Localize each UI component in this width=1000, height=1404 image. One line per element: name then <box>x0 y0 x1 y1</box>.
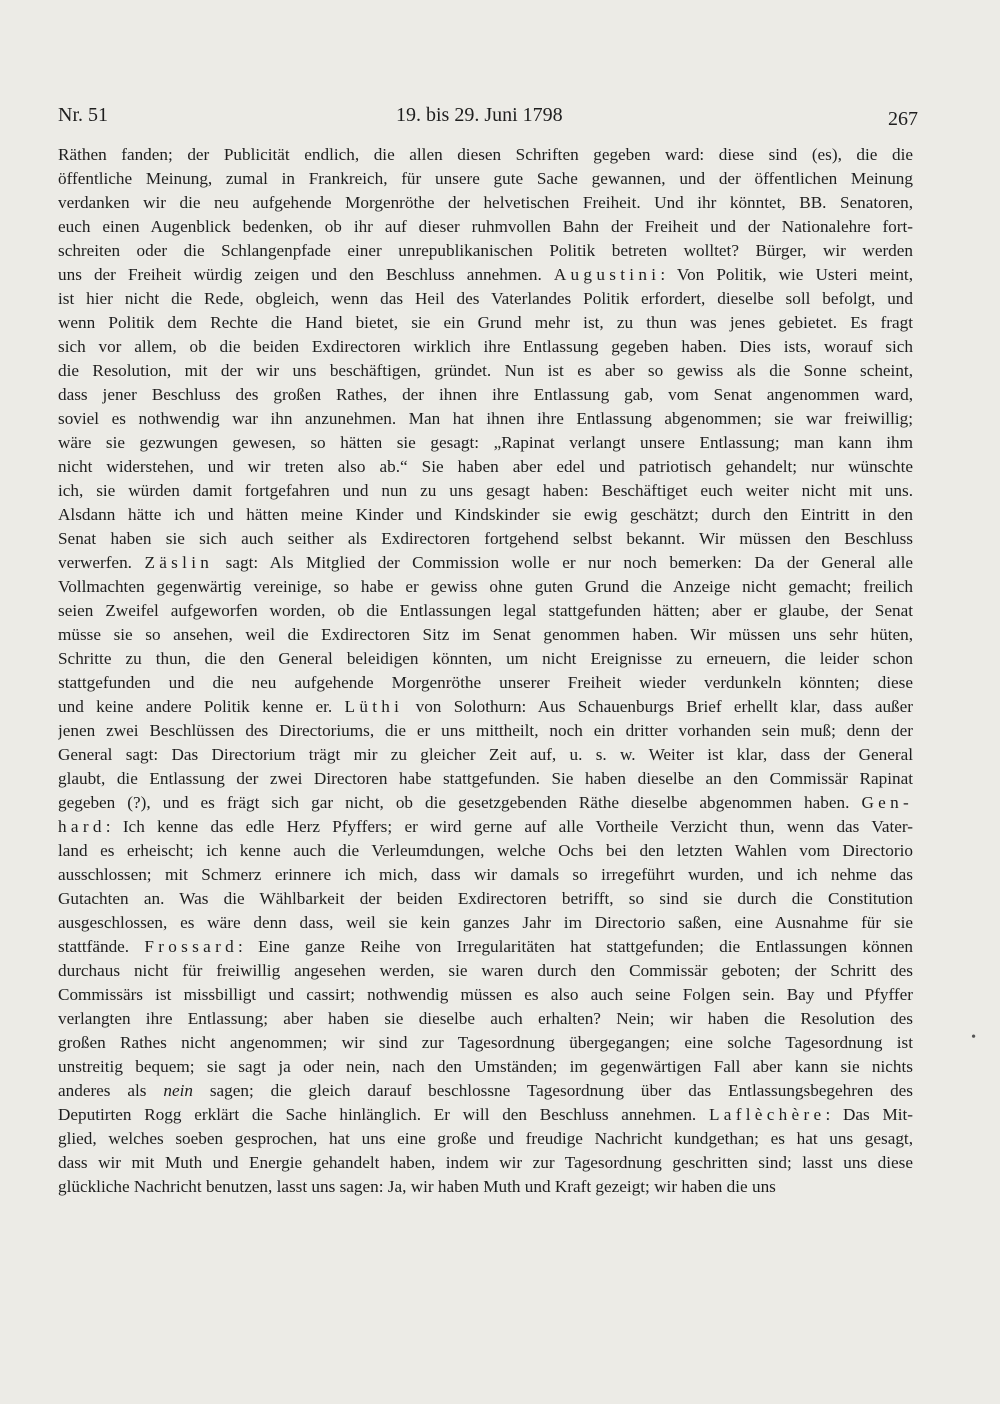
page-number: 267 <box>888 108 918 130</box>
text-segment: von Solothurn: Aus Schauenburgs Brief erhellt klar, dass außer <box>403 697 913 716</box>
text-segment: verdanken wir die neu aufgehende Morgenröthe der helvetischen Freiheit. Und ihr könntet, BB. Senatoren, <box>58 193 913 212</box>
text-segment: : Eine ganze Reihe von Irregularitäten hat stattgefunden; die Entlassungen können <box>238 937 913 956</box>
text-segment: Deputirten Rogg erklärt die Sache hinlänglich. Er will den Beschluss annehmen. <box>58 1105 709 1124</box>
text-line <box>58 263 913 287</box>
text-line <box>58 863 913 887</box>
text-segment: dass jener Beschluss des großen Rathes, der ihnen ihre Entlassung gab, vom Senat angenommen ward, <box>58 385 913 404</box>
text-segment: durchaus nicht für freiwillig angesehen werden, sie waren durch den Commissär geboten; der Schritt des <box>58 961 913 980</box>
text-segment: stattfände. <box>58 937 145 956</box>
text-segment: schreiten oder die Schlangenpfade einer unrepublikanischen Politik betreten wolltet? Bürger, wir werden <box>58 241 913 260</box>
text-segment: Vollmachten gegenwärtig vereinige, so habe er gewiss ohne guten Grund die Anzeige nicht gemacht; freilich <box>58 577 913 596</box>
text-line <box>58 599 913 623</box>
text-segment: Commissärs ist missbilligt und cassirt; nothwendig müssen es also auch seine Folgen sein. Bay und Pfyffer <box>58 985 913 1004</box>
text-line <box>58 455 913 479</box>
text-line <box>58 431 913 455</box>
speaker-name: Zäslin <box>144 553 214 572</box>
text-segment: ich, sie würden damit fortgefahren und nun zu uns gesagt haben: Beschäftiget euch weiter nicht mit uns. <box>58 481 913 500</box>
speaker-name: hard <box>58 817 106 836</box>
text-line <box>58 767 913 791</box>
text-segment: ausschlossen; mit Schmerz erinnere ich mich, dass wir damals so irregeführt wurden, und ich nehme das <box>58 865 913 884</box>
text-segment: verwerfen. <box>58 553 145 572</box>
text-segment: euch einen Augenblick bedenken, ob ihr auf dieser ruhmvollen Bahn der Freiheit und der Nationalehre fort- <box>58 217 913 236</box>
text-segment: die Resolution, mit der wir uns beschäftigen, gründet. Nun ist es aber so gewiss als die Sonne scheint, <box>58 361 913 380</box>
text-segment: stattgefunden und die neu aufgehende Morgenröthe unserer Freiheit wieder verdunkeln könnten; diese <box>58 673 913 692</box>
text-segment: nicht widerstehen, und wir treten also ab.“ Sie haben aber edel und patriotisch gehandelt; nur wünschte <box>58 457 913 476</box>
text-segment: sagt: Als Mitglied der Commission wolle er nur noch bemerken: Da der General alle <box>213 553 913 572</box>
text-segment: jenen zwei Beschlüssen des Directoriums, die er uns mittheilt, noch ein dritter vorhanden sein muß; denn der <box>58 721 913 740</box>
text-segment: wäre sie gezwungen gewesen, so hätten sie gesagt: „Rapinat verlangt unsere Entlassung; man kann ihm <box>58 433 913 452</box>
text-line <box>58 983 913 1007</box>
page-header <box>58 100 918 130</box>
text-segment: Gutachten an. Was die Wählbarkeit der beiden Exdirectoren betrifft, so sind sie durch die Constitution <box>58 889 913 908</box>
text-line <box>58 839 913 863</box>
text-line <box>58 671 913 695</box>
text-segment: wenn Politik dem Rechte die Hand bietet, sie ein Grund mehr ist, zu thun was jenes gebietet. Es fragt <box>58 313 913 332</box>
margin-mark: • <box>971 1030 976 1045</box>
text-line <box>58 1151 913 1175</box>
text-segment: soviel es nothwendig war ihn anzunehmen. Man hat ihnen ihre Entlassung abgenommen; sie war freiwillig; <box>58 409 913 428</box>
text-line <box>58 167 913 191</box>
text-segment: Senat haben sie sich auch seither als Exdirectoren fortgehend selbst bekannt. Wir müssen den Beschluss <box>58 529 913 548</box>
text-line <box>58 215 913 239</box>
text-segment: unstreitig bequem; sie sagt ja oder nein, nach den Umständen; im gegenwärtigen Fall aber kann sie nichts <box>58 1057 913 1076</box>
speaker-name: Lüthi <box>344 697 404 716</box>
document-number: Nr. 51 <box>58 104 108 126</box>
text-line <box>58 575 913 599</box>
text-segment: seien Zweifel aufgeworfen worden, ob die Entlassungen legal stattgefunden hätten; aber er glaube, der Senat <box>58 601 913 620</box>
text-line <box>58 239 913 263</box>
speaker-name: Laflèchère <box>708 1105 826 1124</box>
text-segment: großen Rathes nicht angenommen; wir sind zur Tagesordnung übergegangen; eine solche Tagesordnung ist <box>58 1033 913 1052</box>
text-line <box>58 383 913 407</box>
text-line <box>58 719 913 743</box>
text-segment: Schritte zu thun, die den General beleidigen könnten, um nicht Ereignisse zu erneuern, die leider schon <box>58 649 913 668</box>
text-segment: müsse sie so ansehen, weil die Exdirectoren Sitz im Senat genommen haben. Wir müssen uns sehr hüten, <box>58 625 913 644</box>
text-line <box>58 479 913 503</box>
text-segment: anderes als <box>58 1081 164 1100</box>
date-range: 19. bis 29. Juni 1798 <box>396 104 563 126</box>
text-line <box>58 887 913 911</box>
text-segment: : Ich kenne das edle Herz Pfyffers; er wird gerne auf alle Vortheile Verzicht thun, wenn das Vater- <box>105 817 913 836</box>
speaker-name: Gen- <box>861 793 913 812</box>
text-line <box>58 191 913 215</box>
text-segment: dass wir mit Muth und Energie gehandelt haben, indem wir zur Tagesordnung geschritten sind; lasst uns diese <box>58 1153 913 1172</box>
text-segment: sich vor allem, ob die beiden Exdirectoren wirklich ihre Entlassung gegeben haben. Dies ists, worauf sich <box>58 337 913 356</box>
text-line <box>58 551 913 575</box>
text-segment: öffentliche Meinung, zumal in Frankreich, für unsere gute Sache gewannen, und der öffentlichen Meinung <box>58 169 913 188</box>
text-segment: und keine andere Politik kenne er. <box>58 697 345 716</box>
text-segment: gegeben (?), und es frägt sich gar nicht, ob die gesetzgebenden Räthe dieselbe abgenommen haben. <box>58 793 862 812</box>
text-line <box>58 1079 913 1103</box>
emphasis-text: nein <box>163 1081 193 1100</box>
text-segment: land es erheischt; ich kenne auch die Verleumdungen, welche Ochs bei den letzten Wahlen vom Directorio <box>58 841 913 860</box>
text-line <box>58 1007 913 1031</box>
text-line <box>58 503 913 527</box>
text-line <box>58 623 913 647</box>
text-segment: uns der Freiheit würdig zeigen und den Beschluss annehmen. <box>58 265 554 284</box>
text-line <box>58 407 913 431</box>
text-line <box>58 1127 913 1151</box>
text-segment: glied, welches soeben gesprochen, hat uns eine große und freudige Nachricht kundgethan; es hat uns gesagt, <box>58 1129 913 1148</box>
text-segment: ausgeschlossen, es wäre denn dass, weil sie kein ganzes Jahr im Directorio saßen, eine Ausnahme für sie <box>58 913 913 932</box>
text-line <box>58 935 913 959</box>
text-line <box>58 1175 913 1199</box>
speaker-name: Frossard <box>144 937 239 956</box>
text-line <box>58 287 913 311</box>
text-line <box>58 791 913 815</box>
text-line <box>58 743 913 767</box>
text-segment: General sagt: Das Directorium trägt mir zu gleicher Zeit auf, u. s. w. Weiter ist klar, dass der General <box>58 745 913 764</box>
text-line <box>58 1055 913 1079</box>
text-line <box>58 695 913 719</box>
text-line <box>58 647 913 671</box>
text-line <box>58 911 913 935</box>
text-line <box>58 335 913 359</box>
text-segment: glückliche Nachricht benutzen, lasst uns sagen: Ja, wir haben Muth und Kraft gezeigt; wir haben die uns <box>58 1177 776 1196</box>
text-segment: glaubt, die Entlassung der zwei Directoren habe stattgefunden. Sie haben dieselbe an den Commissär Rapinat <box>58 769 913 788</box>
text-segment: ist hier nicht die Rede, obgleich, wenn das Heil des Vaterlandes Politik erfordert, dieselbe soll befolgt, und <box>58 289 913 308</box>
text-line <box>58 959 913 983</box>
text-segment: : Von Politik, wie Usteri meint, <box>660 265 913 284</box>
speaker-name: Augustini <box>553 265 661 284</box>
text-line <box>58 815 913 839</box>
text-line <box>58 311 913 335</box>
text-segment: verlangten ihre Entlassung; aber haben sie dieselbe auch erhalten? Nein; wir haben die Resolution des <box>58 1009 913 1028</box>
text-segment: Alsdann hätte ich und hätten meine Kinder und Kindskinder sie ewig geschätzt; durch den Eintritt in den <box>58 505 913 524</box>
text-line <box>58 1031 913 1055</box>
text-line <box>58 359 913 383</box>
text-segment: Räthen fanden; der Publicität endlich, die allen diesen Schriften gegeben ward: diese sind (es), die die <box>58 145 913 164</box>
text-line <box>58 143 913 167</box>
text-segment: : Das Mit- <box>825 1105 913 1124</box>
body-text <box>58 143 913 1199</box>
text-line <box>58 527 913 551</box>
text-line <box>58 1103 913 1127</box>
text-segment: sagen; die gleich darauf beschlossne Tagesordnung über das Entlassungsbegehren des <box>192 1081 913 1100</box>
